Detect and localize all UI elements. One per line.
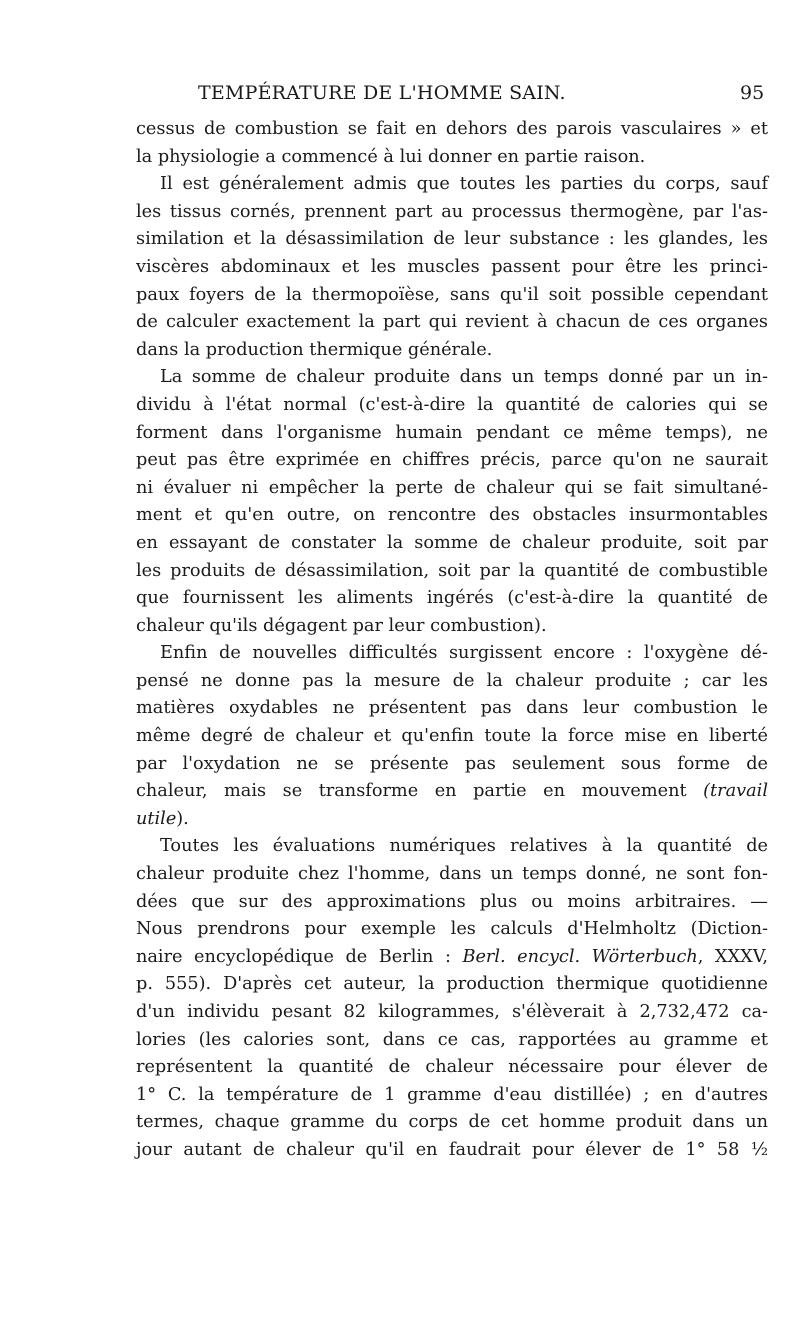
line-text: 1° C. la température de 1 gramme d'eau distillée) ; en d'autres: [136, 1084, 768, 1105]
line-text: en essayant de constater la somme de chaleur produite, soit par: [136, 532, 768, 553]
text-line: [136, 226, 768, 254]
text-line: [136, 254, 768, 282]
line-text: dées que sur des approximations plus ou moins arbitraires. —: [136, 891, 768, 912]
text-line: [136, 502, 768, 530]
text-line: [136, 420, 768, 448]
text-line: [136, 364, 768, 392]
line-text: les produits de désassimilation, soit par la quantité de combustible: [136, 560, 768, 581]
line-text: similation et la désassimilation de leur substance : les glandes, les: [136, 229, 768, 250]
line-text: chaleur qu'ils dégagent par leur combustion).: [136, 615, 547, 636]
text-line: [136, 723, 768, 751]
text-line: [136, 392, 768, 420]
line-text: ment et qu'en outre, on rencontre des obstacles insurmontables: [136, 505, 768, 526]
text-line: [136, 1082, 768, 1110]
body-text: [136, 116, 768, 1165]
line-text: p. 555). D'après cet auteur, la production thermique quotidienne: [136, 974, 768, 995]
line-text: pensé ne donne pas la mesure de la chaleur produite ; car les: [136, 670, 768, 691]
text-line: [136, 916, 768, 944]
text-line: [136, 1027, 768, 1055]
line-text: matières oxydables ne présentent pas dans leur combustion le: [136, 698, 768, 719]
text-line: [136, 861, 768, 889]
page-number: 95: [740, 82, 765, 104]
line-text: termes, chaque gramme du corps de cet homme produit dans un: [136, 1112, 768, 1133]
text-line: [136, 1137, 768, 1165]
line-text: paux foyers de la thermopoïèse, sans qu'il soit possible cependant: [136, 284, 768, 305]
text-line: [136, 971, 768, 999]
line-text: dividu à l'état normal (c'est-à-dire la quantité de calories qui se: [136, 394, 768, 415]
text-line: [136, 558, 768, 586]
line-text: jour autant de chaleur qu'il en faudrait pour élever de 1° 58 ½: [136, 1139, 768, 1160]
line-text: les tissus cornés, prennent part au processus thermogène, par l'as-: [136, 201, 768, 222]
line-text: chaleur produite chez l'homme, dans un temps donné, ne sont fon-: [136, 864, 768, 885]
text-line: [136, 889, 768, 917]
text-line: [136, 806, 768, 834]
line-text: d'un individu pesant 82 kilogrammes, s'élèverait à 2,732,472 ca-: [136, 1002, 768, 1022]
text-line: [136, 199, 768, 227]
text-line: [136, 833, 768, 861]
text-line: [136, 447, 768, 475]
text-line: [136, 695, 768, 723]
line-text: que fournissent les aliments ingérés (c'est-à-dire la quantité de: [136, 588, 768, 609]
line-tail-text: , XXXV,: [697, 946, 769, 967]
line-text: chaleur, mais se transforme en partie en mouvement: [136, 781, 687, 802]
line-text: Toutes les évaluations numériques relatives à la quantité de: [160, 836, 768, 857]
line-text: Enfin de nouvelles difficultés surgissent encore : l'oxygène dé-: [160, 643, 768, 664]
text-line: [136, 116, 768, 144]
running-head: [0, 82, 800, 112]
text-line: [136, 613, 768, 641]
line-text: lories (les calories sont, dans ce cas, rapportées au gramme et: [136, 1029, 768, 1050]
line-text: viscères abdominaux et les muscles passent pour être les princi-: [136, 256, 768, 277]
line-text: Nous prendrons pour exemple les calculs d'Helmholtz (Diction-: [136, 919, 768, 940]
text-line: [136, 1109, 768, 1137]
text-line: [136, 944, 768, 972]
italic-text: Berl. encycl. Wörterbuch: [462, 946, 698, 967]
line-text: représentent la quantité de chaleur nécessaire pour élever de: [136, 1057, 768, 1078]
text-line: [136, 585, 768, 613]
text-line: [136, 668, 768, 696]
line-tail-text: ).: [176, 808, 189, 829]
line-text: par l'oxydation ne se présente pas seulement sous forme de: [136, 753, 768, 774]
line-text: ni évaluer ni empêcher la perte de chaleur qui se fait simultané-: [136, 477, 768, 498]
text-line: [136, 999, 768, 1027]
line-text: peut pas être exprimée en chiffres précis, parce qu'on ne saurait: [136, 450, 768, 471]
line-text: la physiologie a commencé à lui donner en partie raison.: [136, 146, 646, 167]
text-line: [136, 751, 768, 779]
line-text: dans la production thermique générale.: [136, 339, 493, 360]
line-text: forment dans l'organisme humain pendant ce même temps), ne: [136, 422, 768, 443]
text-line: [136, 778, 768, 806]
running-title: TEMPÉRATURE DE L'HOMME SAIN.: [198, 82, 566, 104]
italic-text: utile: [136, 808, 177, 829]
text-line: [136, 337, 768, 365]
line-text: Il est généralement admis que toutes les parties du corps, sauf: [160, 174, 768, 195]
text-line: [136, 171, 768, 199]
italic-text: (travail: [703, 781, 768, 802]
line-text: de calculer exactement la part qui revient à chacun de ces organes: [136, 312, 768, 333]
text-line: [136, 530, 768, 558]
text-line: [136, 282, 768, 310]
text-line: [136, 475, 768, 503]
text-line: [136, 144, 768, 172]
text-line: [136, 309, 768, 337]
line-text: naire encyclopédique de Berlin :: [136, 946, 451, 967]
text-line: [136, 1054, 768, 1082]
line-text: La somme de chaleur produite dans un temps donné par un in-: [160, 367, 768, 388]
text-line: [136, 640, 768, 668]
line-text: cessus de combustion se fait en dehors des parois vasculaires » et: [136, 119, 768, 139]
line-text: même degré de chaleur et qu'enfin toute la force mise en liberté: [136, 726, 768, 747]
